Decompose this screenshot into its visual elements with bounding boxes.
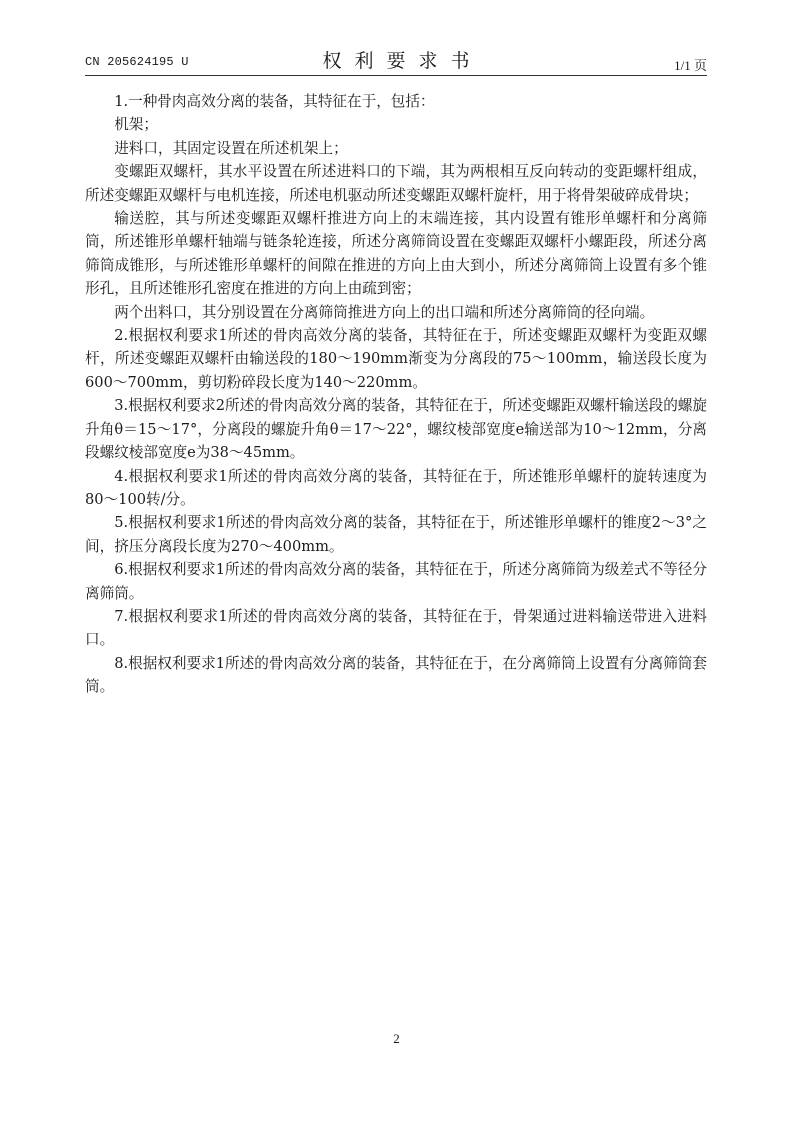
claim-paragraph: 5.根据权利要求1所述的骨肉高效分离的装备，其特征在于，所述锥形单螺杆的锥度2～3°之间，挤压分离段长度为270～400mm。 (85, 514, 707, 555)
claim-paragraph: 两个出料口，其分别设置在分离筛筒推进方向上的出口端和所述分离筛筒的径向端。 (114, 303, 655, 321)
header-divider (85, 75, 707, 76)
claim-paragraph: 1.一种骨肉高效分离的装备，其特征在于，包括： (114, 93, 435, 110)
claim-paragraph: 进料口，其固定设置在所述机架上； (114, 139, 348, 157)
patent-number: CN 205624195 U (85, 55, 189, 69)
page-number: 2 (393, 1031, 400, 1046)
claims-body (85, 90, 707, 699)
claim-paragraph: 输送腔，其与所述变螺距双螺杆推进方向上的末端连接，其内设置有锥形单螺杆和分离筛筒，所述锥形单螺杆轴端与链条轮连接，所述分离筛筒设置在变螺距双螺杆小螺距段，所述分离筛筒成锥形，与所述锥形单螺杆的间隙在推进的方向上由大到小，所述分离筛筒上设置有多个锥形孔，且所述锥形孔密度在推进的方向上由疏到密； (85, 210, 707, 298)
claim-paragraph: 7.根据权利要求1所述的骨肉高效分离的装备，其特征在于，骨架通过进料输送带进入进料口。 (85, 607, 707, 649)
claim-paragraph: 2.根据权利要求1所述的骨肉高效分离的装备，其特征在于，所述变螺距双螺杆为变距双螺杆，所述变螺距双螺杆由输送段的180～190mm渐变为分离段的75～100mm，输送段长度为600～700mm，剪切粉碎段长度为140～220mm。 (85, 327, 707, 391)
claim-paragraph: 机架； (114, 116, 158, 134)
page-count: 1/1 页 (674, 58, 707, 73)
claim-paragraph: 4.根据权利要求1所述的骨肉高效分离的装备，其特征在于，所述锥形单螺杆的旋转速度为80～100转/分。 (85, 467, 707, 508)
document-title: 权利要求书 (322, 50, 483, 72)
claim-paragraph: 8.根据权利要求1所述的骨肉高效分离的装备，其特征在于，在分离筛筒上设置有分离筛筒套筒。 (85, 654, 707, 696)
claim-paragraph: 6.根据权利要求1所述的骨肉高效分离的装备，其特征在于，所述分离筛筒为级差式不等径分离筛筒。 (85, 561, 707, 602)
claim-paragraph: 变螺距双螺杆，其水平设置在所述进料口的下端，其为两根相互反向转动的变距螺杆组成，所述变螺距双螺杆与电机连接，所述电机驱动所述变螺距双螺杆旋杆，用于将骨架破碎成骨块； (85, 163, 707, 204)
page-header (85, 44, 707, 76)
claim-paragraph: 3.根据权利要求2所述的骨肉高效分离的装备，其特征在于，所述变螺距双螺杆输送段的螺旋升角θ＝15～17°，分离段的螺旋升角θ＝17～22°，螺纹棱部宽度e输送部为10～12mm，分离段螺纹棱部宽度e为38～45mm。 (85, 397, 707, 462)
